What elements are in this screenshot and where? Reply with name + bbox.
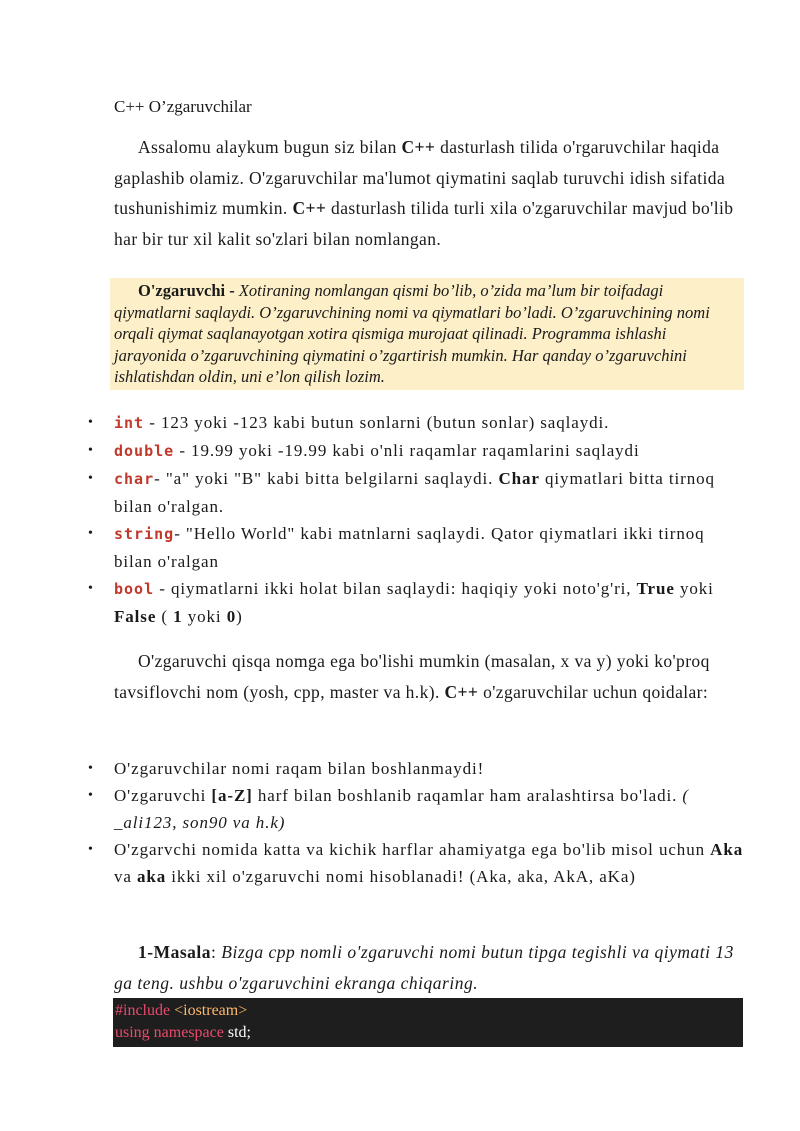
code-keyword: using namespace <box>115 1024 224 1041</box>
bold-term: Char <box>498 469 540 488</box>
intro-paragraph <box>114 132 744 254</box>
bold-term: Aka <box>710 840 744 859</box>
list-item <box>88 465 748 520</box>
bullet-icon: • <box>88 761 94 776</box>
type-description: - 123 yoki -123 kabi butun sonlarni (butun sonlar) saqlaydi. <box>144 413 610 432</box>
rule-text: ikki xil o'zgaruvchi nomi hisoblanadi! (Aka, aka, AkA, aKa) <box>166 867 636 886</box>
intro-text-3: dasturlash tilida turli xila o'zgaruvchilar mavjud bo'lib har bir tur xil kalit so'zlari bilan nomlangan. <box>114 198 734 249</box>
bullet-icon: • <box>88 526 94 541</box>
code-plain: std; <box>223 1024 251 1041</box>
code-keyword: #include <box>115 1002 171 1019</box>
list-item <box>88 755 748 782</box>
bullet-icon: • <box>88 415 94 430</box>
rule-text: harf bilan boshlanib raqamlar ham aralashtirsa bo'ladi. <box>252 786 683 805</box>
rule-text: O'zgaruvchilar nomi raqam bilan boshlanmaydi! <box>114 759 485 778</box>
task-text: Bizga cpp nomli o'zgaruvchi nomi butun tipga tegishli va qiymati 13 ga teng. ushbu o'zgaruvchini ekranga chiqaring. <box>114 942 734 993</box>
type-description: - "a" yoki "B" kabi bitta belgilarni saqlaydi. <box>154 469 499 488</box>
task-label: 1-Masala <box>138 942 212 962</box>
code-line <box>115 1022 741 1044</box>
definition-highlight <box>110 278 744 390</box>
naming-paragraph <box>114 646 744 707</box>
document-title: C++ O’zgaruvchilar <box>114 97 252 116</box>
types-list <box>88 409 748 630</box>
type-keyword: string <box>114 525 175 543</box>
naming-text-1: O'zgaruvchi qisqa nomga ega bo'lishi mumkin (masalan, x va y) yoki ko'proq tavsiflovchi nom (yosh, cpp, master va h.k). <box>114 651 710 702</box>
type-description: - 19.99 yoki -19.99 kabi o'nli raqamlar raqamlarini saqlaydi <box>174 441 640 460</box>
code-block <box>113 998 743 1047</box>
rule-text: O'zgaruvchi <box>114 786 212 805</box>
rules-list <box>88 755 748 890</box>
task-colon: : <box>211 942 222 962</box>
list-item <box>88 575 748 630</box>
type-description: - "Hello World" kabi matnlarni saqlaydi. Qator qiymatlari ikki tirnoq bilan o'ralgan <box>114 524 705 571</box>
code-line <box>115 1000 741 1022</box>
bold-term: 0 <box>226 607 237 626</box>
type-description: - qiymatlarni ikki holat bilan saqlaydi: haqiqiy yoki noto'g'ri, <box>154 579 637 598</box>
rule-example: ( _ali123, son90 va h.k) <box>114 786 689 832</box>
bold-term: 1 <box>173 607 183 626</box>
intro-text-2: dasturlash tilida o'rgaruvchilar haqida gaplashib olamiz. O'zgaruvchilar ma'lumot qiymatini saqlab turuvchi idish sifatida tushunishimiz mumkin. <box>114 137 726 218</box>
rule-text: O'zgarvchi nomida katta va kichik harflar ahamiyatga ega bo'lib misol uchun <box>114 840 711 859</box>
intro-cpp-2: C++ <box>292 198 327 218</box>
type-description-2: qiymatlari bitta tirnoq bilan o'ralgan. <box>114 469 715 516</box>
bold-term: False <box>114 607 157 626</box>
code-string: <iostream> <box>170 1002 248 1019</box>
inline-text: yoki <box>182 607 227 626</box>
list-item <box>88 437 748 465</box>
bullet-icon: • <box>88 443 94 458</box>
bullet-icon: • <box>88 471 94 486</box>
naming-text-2: o'zgaruvchilar uchun qoidalar: <box>478 681 709 702</box>
definition-text: Xotiraning nomlangan qismi bo’lib, o’zida ma’lum bir toifadagi qiymatlarni saqlaydi. O’zgaruvchining nomi va qiymatlari bo’ladi. O’zgaruvchining nomi orqali qiymat saqlanayotgan xotira qismiga murojaat qilinadi. Programma ishlashi jarayonida o’zgaruvchining qiymatini o’zgartirish mumkin. Har qanday o’zgaruvchini ishlatishdan oldin, uni e’lon qilish lozim. <box>114 281 710 386</box>
bullet-icon: • <box>88 581 94 596</box>
bullet-icon: • <box>88 842 94 857</box>
list-item <box>88 409 748 437</box>
intro-text-1: Assalomu alaykum bugun siz bilan <box>138 137 402 157</box>
naming-cpp: C++ <box>444 681 479 702</box>
bullet-icon: • <box>88 788 94 803</box>
type-keyword: char <box>114 470 155 488</box>
type-keyword: double <box>114 442 175 460</box>
definition-term: O'zgaruvchi - <box>138 281 235 300</box>
bold-term: aka <box>137 867 167 886</box>
type-keyword: bool <box>114 580 155 598</box>
type-keyword: int <box>114 414 145 432</box>
rule-text: va <box>114 867 137 886</box>
inline-text: ( <box>156 607 174 626</box>
inline-text: yoki <box>674 579 714 598</box>
intro-cpp-1: C++ <box>401 137 436 157</box>
list-item <box>88 836 748 890</box>
bold-term: True <box>636 579 675 598</box>
inline-text: ) <box>236 607 243 626</box>
bold-term: [a-Z] <box>211 786 253 805</box>
list-item <box>88 782 748 836</box>
list-item <box>88 520 748 575</box>
task-paragraph <box>114 937 744 998</box>
